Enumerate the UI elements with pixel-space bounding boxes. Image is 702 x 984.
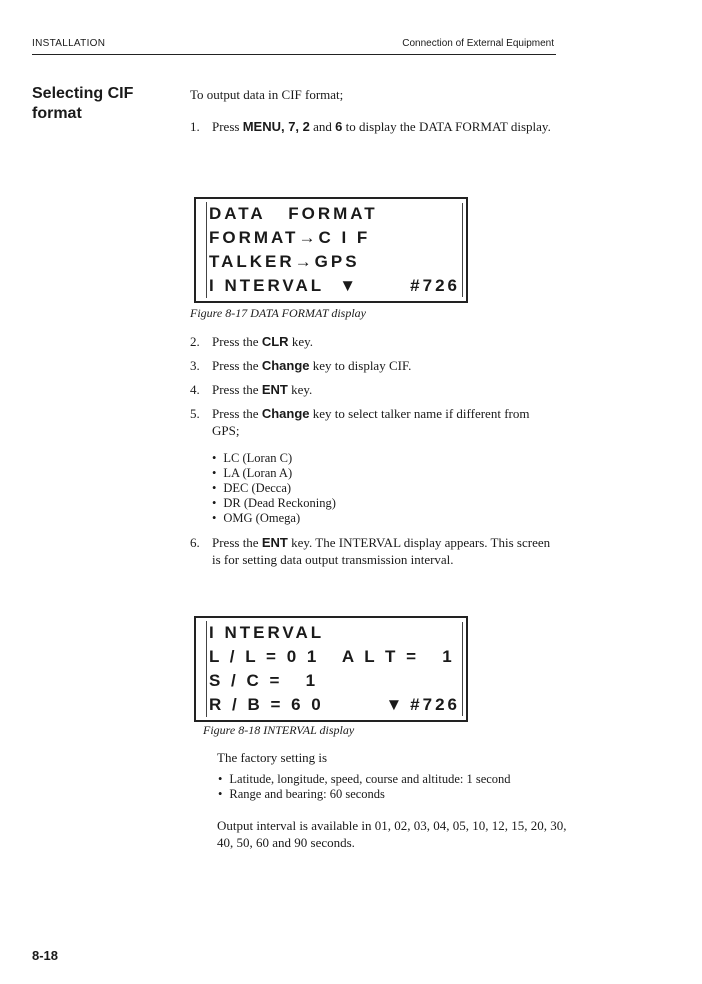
factory-intro: The factory setting is [217,750,328,765]
list-item: • Range and bearing: 60 seconds [218,787,511,802]
display-row: I NTERVAL [206,621,462,645]
step-4 [190,381,560,398]
key-label: ENT [261,535,288,550]
list-item: • LC (Loran C) [212,451,336,466]
display-row [206,274,462,298]
step-text: Press the [212,334,262,349]
key-label: MENU, 7, 2 [242,119,310,134]
figure-caption: Figure 8-18 INTERVAL display [203,723,355,737]
step-text: key to display CIF. [309,358,412,373]
step-text: Press the [212,382,262,397]
data-format-display [194,197,468,303]
step-3 [190,357,560,374]
display-code: #726 [410,276,460,295]
step-2 [190,333,560,350]
step-number: 3. [190,358,200,373]
step-text: to display the DATA FORMAT display. [342,119,551,134]
key-label: CLR [261,334,289,349]
talker-options-list [212,451,336,526]
display-code: #726 [410,695,460,714]
step-text: and [309,119,336,134]
display-row [206,693,462,717]
key-label: ENT [261,382,288,397]
output-interval-text: Output interval is available in 01, 02, 03, 04, 05, 10, 12, 15, 20, 30, 40, 50, 60 and 90 seconds. [217,818,567,850]
step-text: key. [288,334,313,349]
header-rule [32,54,556,55]
step-1 [190,118,560,135]
header-chapter-label: Connection of External Equipment [402,38,554,49]
list-item: • DR (Dead Reckoning) [212,496,336,511]
intro-text: To output data in CIF format; [190,87,344,102]
factory-settings-list [218,772,511,802]
key-label: Change [261,358,310,373]
display-row: L / L = 0 1 A L T = 1 [206,645,462,669]
step-number: 1. [190,119,200,134]
step-text: key. The INTERVAL display appears. This screen is for setting data output transmission interval. [212,535,551,567]
list-item: • DEC (Decca) [212,481,336,496]
list-item: • Latitude, longitude, speed, course and altitude: 1 second [218,772,511,787]
list-item: • LA (Loran A) [212,466,336,481]
display-row: FORMAT→C I F [206,226,462,250]
step-number: 5. [190,406,200,421]
step-text: key. [287,382,313,397]
key-label: 6 [335,119,343,134]
step-number: 4. [190,382,200,397]
display-row-text: R / B = 6 0 ▼ [209,695,406,714]
step-text: Press the [212,535,262,550]
step-number: 2. [190,334,200,349]
step-number: 6. [190,535,200,550]
step-text: Press [212,119,243,134]
step-text: Press the [212,358,262,373]
display-row: TALKER→GPS [206,250,462,274]
step-text: Press the [212,406,262,421]
header-section-label: INSTALLATION [32,38,106,49]
display-row: S / C = 1 [206,669,462,693]
step-6 [190,534,560,568]
step-text: key to select talker name if different from GPS; [212,406,530,438]
key-label: Change [261,406,310,421]
list-item: • OMG (Omega) [212,511,336,526]
step-5 [190,405,560,439]
figure-caption: Figure 8-17 DATA FORMAT display [190,306,366,320]
interval-display [194,616,468,722]
display-row: DATA FORMAT [206,202,462,226]
display-row-text: I NTERVAL ▼ [209,276,360,295]
page-number: 8-18 [32,948,59,963]
section-title: Selecting CIF format [32,85,134,122]
